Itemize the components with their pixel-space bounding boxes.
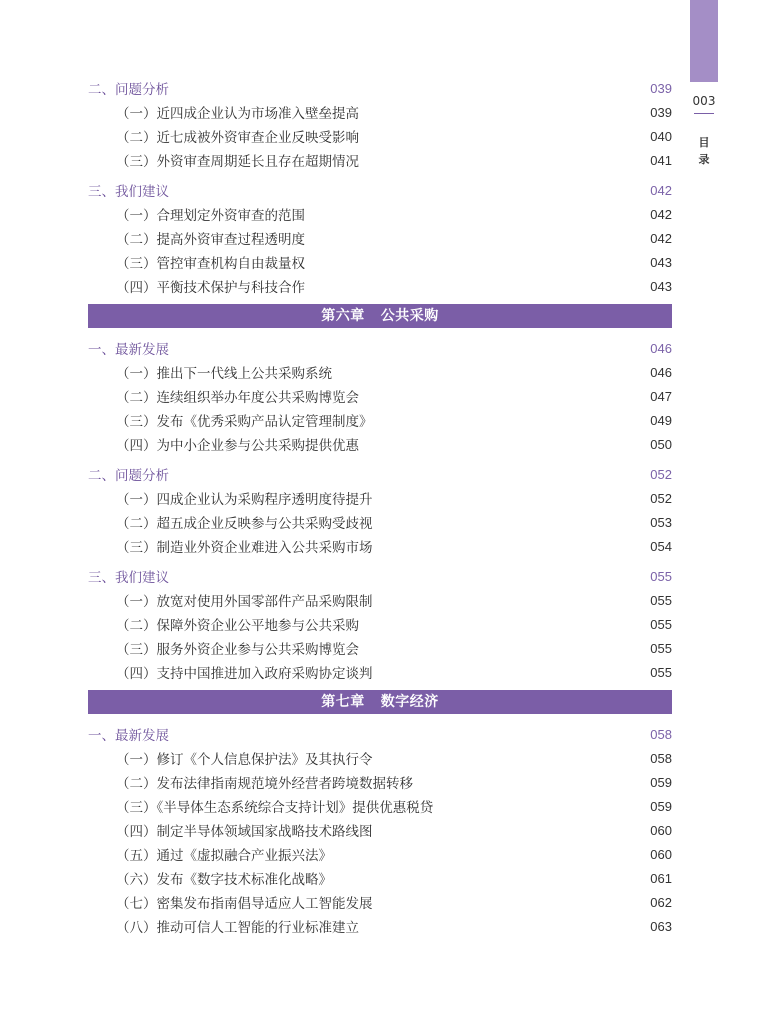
toc-page-number: 058: [650, 726, 672, 742]
toc-item-title: （三）服务外资企业参与公共采购博览会: [116, 642, 359, 658]
toc-item-title: （二）超五成企业反映参与公共采购受歧视: [116, 516, 373, 532]
chapter-title: 公共采购: [380, 308, 439, 324]
toc-section-title: 一、最新发展: [88, 342, 169, 358]
toc-page-number: 049: [650, 412, 672, 428]
toc-item-row[interactable]: [88, 432, 672, 456]
toc-item-row[interactable]: [88, 384, 672, 408]
toc-page-number: 060: [650, 822, 672, 838]
toc-item-row[interactable]: [88, 226, 672, 250]
toc-item-title: （一）修订《个人信息保护法》及其执行令: [116, 752, 373, 768]
toc-item-title: （二）提高外资审查过程透明度: [116, 232, 305, 248]
toc-page-number: 043: [650, 254, 672, 270]
toc-page-number: 060: [650, 846, 672, 862]
toc-item-row[interactable]: [88, 360, 672, 384]
toc-page-number: 059: [650, 798, 672, 814]
side-label-toc: [696, 134, 712, 168]
toc-page-number: 041: [650, 152, 672, 168]
toc-item-row[interactable]: [88, 842, 672, 866]
page-number: 003: [692, 94, 716, 108]
toc-item-row[interactable]: [88, 202, 672, 226]
page-number-rule: [694, 113, 714, 114]
toc-section-title: 二、问题分析: [88, 82, 169, 98]
toc-item-title: （五）通过《虚拟融合产业振兴法》: [116, 848, 332, 864]
toc-item-row[interactable]: [88, 408, 672, 432]
toc-section-row[interactable]: [88, 178, 672, 202]
toc-item-title: （一）合理划定外资审查的范围: [116, 208, 305, 224]
toc-section-row[interactable]: [88, 462, 672, 486]
toc-page-number: 047: [650, 388, 672, 404]
toc-page-number: 040: [650, 128, 672, 144]
toc-page-number: 042: [650, 182, 672, 198]
toc-item-title: （四）制定半导体领域国家战略技术路线图: [116, 824, 373, 840]
toc-item-row[interactable]: [88, 510, 672, 534]
toc-page-number: 042: [650, 206, 672, 222]
toc-item-row[interactable]: [88, 794, 672, 818]
toc-item-row[interactable]: [88, 588, 672, 612]
toc-page-number: 052: [650, 490, 672, 506]
toc-section-title: 三、我们建议: [88, 570, 169, 586]
toc-page-number: 055: [650, 592, 672, 608]
toc-item-title: （二）连续组织举办年度公共采购博览会: [116, 390, 359, 406]
toc-page-number: 058: [650, 750, 672, 766]
toc-page-number: 055: [650, 568, 672, 584]
chapter-banner: [88, 690, 672, 714]
toc-item-title: （二）发布法律指南规范境外经营者跨境数据转移: [116, 776, 413, 792]
toc-item-row[interactable]: [88, 250, 672, 274]
toc-section-title: 一、最新发展: [88, 728, 169, 744]
toc-item-title: （六）发布《数字技术标准化战略》: [116, 872, 332, 888]
toc-item-row[interactable]: [88, 866, 672, 890]
toc-item-row[interactable]: [88, 746, 672, 770]
toc-item-row[interactable]: [88, 124, 672, 148]
toc-page-number: 062: [650, 894, 672, 910]
toc-item-title: （一）推出下一代线上公共采购系统: [116, 366, 332, 382]
toc-item-title: （一）四成企业认为采购程序透明度待提升: [116, 492, 373, 508]
toc-page-number: 046: [650, 364, 672, 380]
toc-page-number: 043: [650, 278, 672, 294]
toc-page-number: 050: [650, 436, 672, 452]
toc-item-title: （三）外资审查周期延长且存在超期情况: [116, 154, 359, 170]
toc-page-number: 059: [650, 774, 672, 790]
toc-item-title: （一）放宽对使用外国零部件产品采购限制: [116, 594, 373, 610]
table-of-contents: [88, 76, 672, 938]
toc-item-row[interactable]: [88, 890, 672, 914]
toc-item-title: （三）管控审查机构自由裁量权: [116, 256, 305, 272]
toc-item-title: （一）近四成企业认为市场准入壁垒提高: [116, 106, 359, 122]
toc-item-title: （三）发布《优秀采购产品认定管理制度》: [116, 414, 373, 430]
toc-item-row[interactable]: [88, 274, 672, 298]
chapter-number: 第七章: [321, 694, 365, 710]
toc-item-title: （四）为中小企业参与公共采购提供优惠: [116, 438, 359, 454]
toc-item-title: （二）保障外资企业公平地参与公共采购: [116, 618, 359, 634]
toc-page-number: 053: [650, 514, 672, 530]
toc-page-number: 046: [650, 340, 672, 356]
toc-page-number: 039: [650, 104, 672, 120]
toc-item-row[interactable]: [88, 818, 672, 842]
toc-page-number: 055: [650, 640, 672, 656]
toc-section-title: 二、问题分析: [88, 468, 169, 484]
toc-section-row[interactable]: [88, 76, 672, 100]
side-label-char: 录: [698, 153, 710, 166]
toc-page-number: 042: [650, 230, 672, 246]
toc-item-row[interactable]: [88, 660, 672, 684]
chapter-banner: [88, 304, 672, 328]
toc-page-number: 052: [650, 466, 672, 482]
toc-item-row[interactable]: [88, 148, 672, 172]
toc-item-title: （三）制造业外资企业难进入公共采购市场: [116, 540, 373, 556]
toc-item-title: （二）近七成被外资审查企业反映受影响: [116, 130, 359, 146]
toc-section-title: 三、我们建议: [88, 184, 169, 200]
toc-item-row[interactable]: [88, 770, 672, 794]
toc-item-title: （四）平衡技术保护与科技合作: [116, 280, 305, 296]
side-label-char: 目: [698, 136, 710, 149]
toc-item-title: （四）支持中国推进加入政府采购协定谈判: [116, 666, 373, 682]
toc-page-number: 054: [650, 538, 672, 554]
toc-item-title: （八）推动可信人工智能的行业标准建立: [116, 920, 359, 936]
toc-item-row[interactable]: [88, 486, 672, 510]
toc-page-number: 061: [650, 870, 672, 886]
toc-item-row[interactable]: [88, 100, 672, 124]
toc-item-title: （七）密集发布指南倡导适应人工智能发展: [116, 896, 373, 912]
toc-page-number: 039: [650, 80, 672, 96]
toc-section-row[interactable]: [88, 336, 672, 360]
toc-page-number: 055: [650, 664, 672, 680]
toc-section-row[interactable]: [88, 722, 672, 746]
toc-page-number: 055: [650, 616, 672, 632]
side-tab-marker: [690, 0, 718, 82]
toc-item-row[interactable]: [88, 612, 672, 636]
toc-item-title: （三）《半导体生态系统综合支持计划》提供优惠税贷: [116, 800, 434, 816]
toc-item-row[interactable]: [88, 914, 672, 938]
chapter-number: 第六章: [321, 308, 365, 324]
toc-item-row[interactable]: [88, 636, 672, 660]
toc-page-number: 063: [650, 918, 672, 934]
toc-item-row[interactable]: [88, 534, 672, 558]
toc-section-row[interactable]: [88, 564, 672, 588]
chapter-title: 数字经济: [380, 694, 439, 710]
